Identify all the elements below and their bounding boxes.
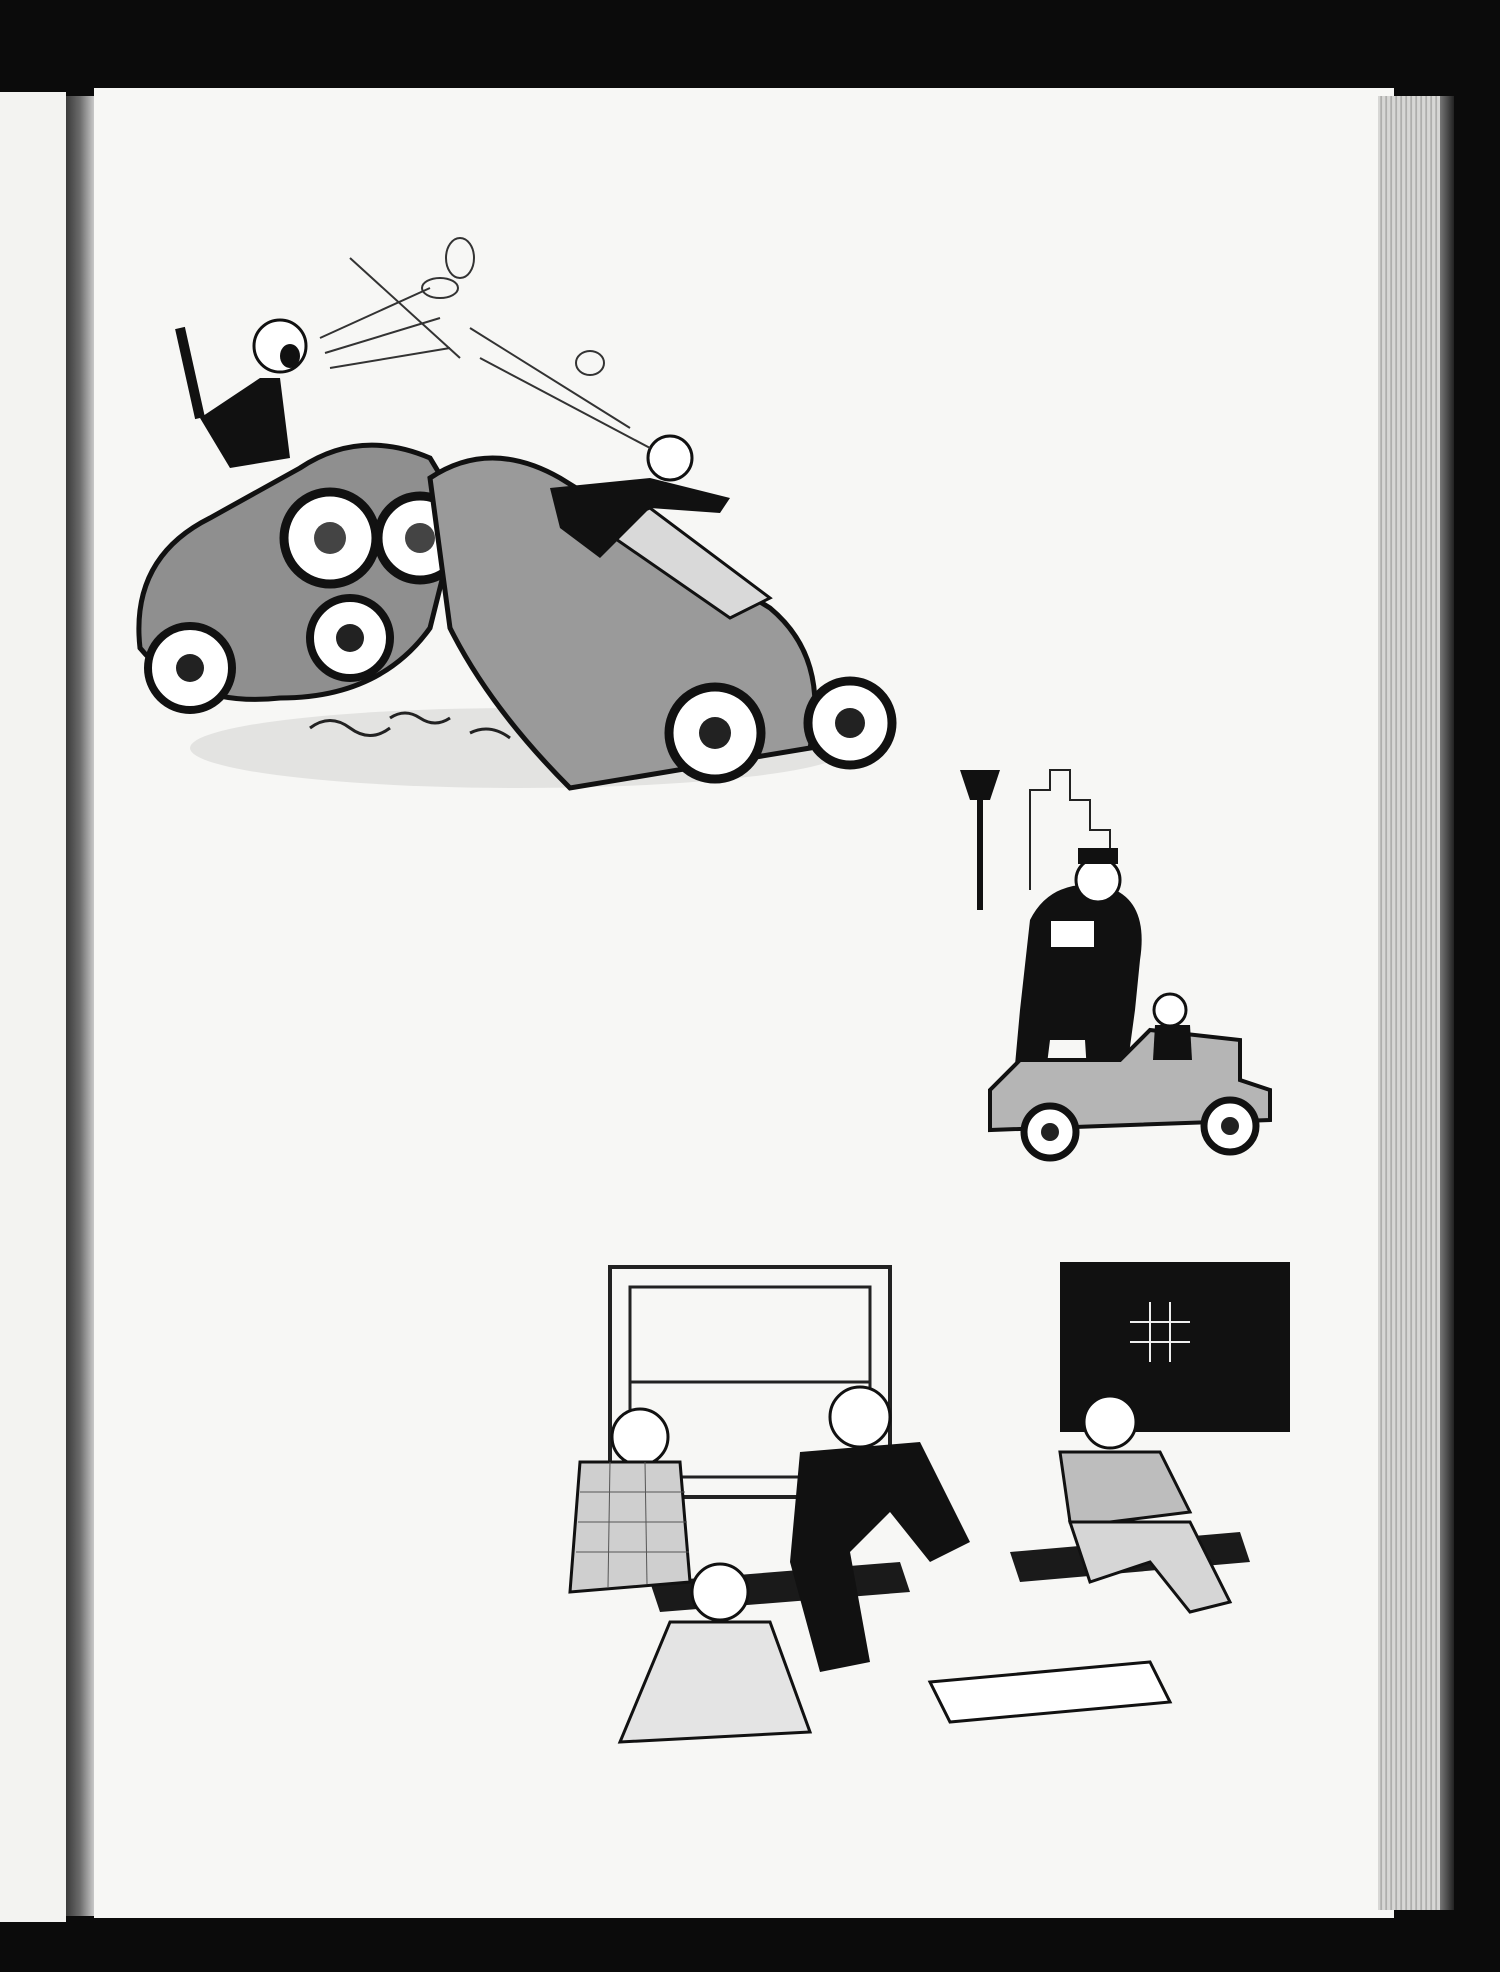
letter-tax-commissioner [132, 958, 504, 960]
page-edges [1378, 96, 1440, 1910]
policeman-illustration [940, 760, 1310, 1168]
book-gutter [66, 96, 94, 1916]
classroom-illustration [550, 1262, 1290, 1750]
big-business-column [930, 267, 1308, 290]
car-collision-illustration [130, 228, 900, 812]
left-page-fragment [0, 92, 66, 1922]
